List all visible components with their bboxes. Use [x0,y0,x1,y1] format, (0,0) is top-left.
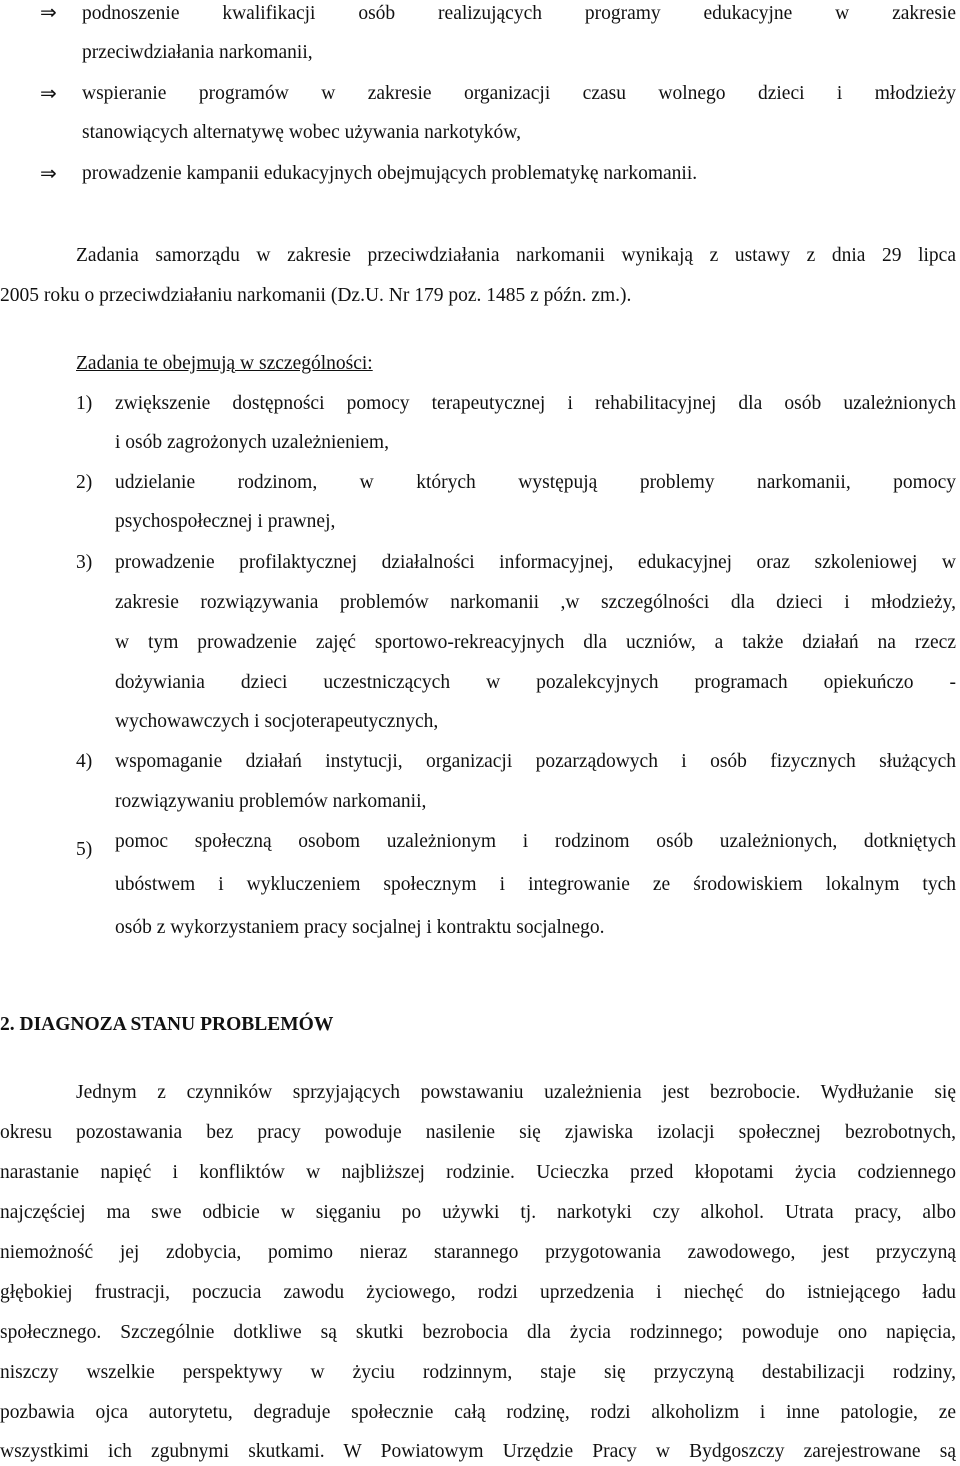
task-5-line-1: pomoc społeczną osobom uzależnionym i rodzinom osób uzależnionych, dotkniętych [115,831,956,852]
task-2-line-2: psychospołecznej i prawnej, [115,511,336,532]
diagnosis-line-8: niszczy wszelkie perspektywy w życiu rodzinnym, staje się przyczyną destabilizacji rodziny, [0,1362,956,1383]
bullet-1-line-1: podnoszenie kwalifikacji osób realizujących programy edukacyjne w zakresie [82,3,956,24]
task-3-line-4: dożywiania dzieci uczestniczących w pozalekcyjnych programach opiekuńczo - [115,672,956,693]
task-5-line-2: ubóstwem i wykluczeniem społecznym i integrowanie ze środowiskiem lokalnym tych [115,874,956,895]
intro-line-1: Zadania samorządu w zakresie przeciwdziałania narkomanii wynikają z ustawy z dnia 29 lipca [76,245,956,266]
task-number: 2) [76,472,93,493]
diagnosis-line-4: najczęściej ma swe odbicie w sięganiu po używki tj. narkotyki czy alkohol. Utrata pracy, albo [0,1202,956,1223]
diagnosis-line-3: narastanie napięć i konfliktów w najbliższej rodzinie. Ucieczka przed kłopotami życia codziennego [0,1162,956,1183]
task-3-line-5: wychowawczych i socjoterapeutycznych, [115,711,439,732]
task-4-line-2: rozwiązywaniu problemów narkomanii, [115,791,427,812]
task-2-line-1: udzielanie rodzinom, w których występują problemy narkomanii, pomocy [115,472,956,493]
bullet-1-line-2: przeciwdziałania narkomanii, [82,42,313,63]
task-number: 1) [76,393,93,414]
bullet-3-line-1: prowadzenie kampanii edukacyjnych obejmujących problematykę narkomanii. [82,163,698,184]
task-3-line-1: prowadzenie profilaktycznej działalności informacyjnej, edukacyjnej oraz szkoleniowej w [115,552,956,573]
tasks-heading: Zadania te obejmują w szczególności: [76,353,373,374]
task-number: 4) [76,751,93,772]
section-heading: 2. DIAGNOZA STANU PROBLEMÓW [0,1014,334,1035]
task-1-line-1: zwiększenie dostępności pomocy terapeutycznej i rehabilitacyjnej dla osób uzależnionych [115,393,956,414]
diagnosis-line-9: pozbawia ojca autorytetu, degraduje społecznie całą rodzinę, rodzi alkoholizm i inne patologie, ze [0,1402,956,1423]
task-number: 3) [76,552,93,573]
bullet-2-line-2: stanowiących alternatywę wobec używania narkotyków, [82,122,521,143]
diagnosis-line-6: głębokiej frustracji, poczucia zawodu życiowego, rodzi uprzedzenia i niechęć do istniejącego ładu [0,1282,956,1303]
diagnosis-line-5: niemożność jej zdobycia, pomimo nieraz starannego przygotowania zawodowego, jest przyczyną [0,1242,956,1263]
diagnosis-line-1: Jednym z czynników sprzyjających powstawaniu uzależnienia jest bezrobocie. Wydłużanie się [76,1082,956,1103]
task-number: 5) [76,839,93,860]
diagnosis-line-10: wszystkimi ich zgubnymi skutkami. W Powiatowym Urzędzie Pracy w Bydgoszczy zarejestrowane są [0,1441,956,1462]
arrow-icon: ⇒ [40,161,57,185]
bullet-2-line-1: wspieranie programów w zakresie organizacji czasu wolnego dzieci i młodzieży [82,83,956,104]
diagnosis-line-2: okresu pozostawania bez pracy powoduje nasilenie się zjawiska izolacji społecznej bezrobotnych, [0,1122,956,1143]
task-1-line-2: i osób zagrożonych uzależnieniem, [115,432,389,453]
task-3-line-3: w tym prowadzenie zajęć sportowo-rekreacyjnych dla uczniów, a także działań na rzecz [115,632,956,653]
task-3-line-2: zakresie rozwiązywania problemów narkomanii ,w szczególności dla dzieci i młodzieży, [115,592,956,613]
task-5-line-3: osób z wykorzystaniem pracy socjalnej i kontraktu socjalnego. [115,917,605,938]
task-4-line-1: wspomaganie działań instytucji, organizacji pozarządowych i osób fizycznych służących [115,751,956,772]
intro-line-2: 2005 roku o przeciwdziałaniu narkomanii (Dz.U. Nr 179 poz. 1485 z późn. zm.). [0,285,632,306]
diagnosis-line-7: społecznego. Szczególnie dotkliwe są skutki bezrobocia dla życia rodzinnego; powoduje ono napięcia, [0,1322,956,1343]
arrow-icon: ⇒ [40,81,57,105]
arrow-icon: ⇒ [40,0,57,24]
